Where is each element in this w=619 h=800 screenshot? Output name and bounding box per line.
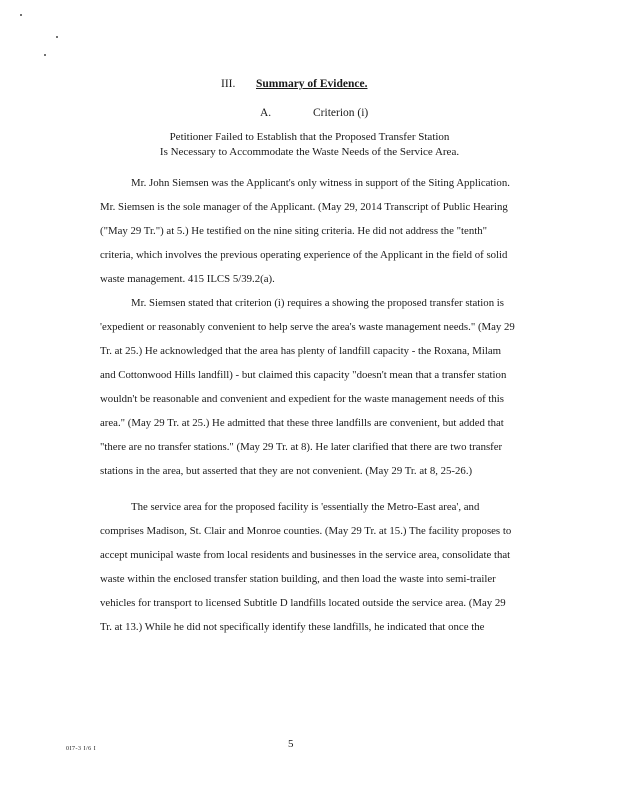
body-line: criteria, which involves the previous operating experience of the Applicant in the field of solid — [100, 249, 508, 261]
body-line: ("May 29 Tr.") at 5.) He testified on the nine siting criteria. He did not address the "tenth" — [100, 225, 488, 237]
scan-speck — [56, 36, 58, 38]
subheading-line-1: Petitioner Failed to Establish that the Proposed Transfer Station — [169, 131, 450, 143]
subsection-letter: A. — [260, 107, 272, 119]
body-line: waste within the enclosed transfer station building, and then load the waste into semi-trailer — [100, 573, 496, 585]
scan-speck — [44, 54, 46, 56]
section-number: III. — [221, 78, 236, 90]
body-line: Tr. at 13.) While he did not specifically identify these landfills, he indicated that once the — [100, 621, 485, 633]
body-line: stations in the area, but asserted that they are not convenient. (May 29 Tr. at 8, 25-26.) — [100, 465, 473, 477]
body-line: comprises Madison, St. Clair and Monroe counties. (May 29 Tr. at 15.) The facility proposes to — [100, 525, 512, 537]
body-line: Mr. Siemsen stated that criterion (i) requires a showing the proposed transfer station is — [131, 297, 505, 309]
subheading-line-2: Is Necessary to Accommodate the Waste Needs of the Service Area. — [159, 146, 460, 158]
body-line: "there are no transfer stations." (May 29 Tr. at 8). He later clarified that there are two transfer — [100, 441, 503, 453]
body-line: accept municipal waste from local residents and businesses in the service area, consolidate that — [100, 549, 511, 561]
scan-speck — [20, 14, 22, 16]
body-line: The service area for the proposed facility is 'essentially the Metro-East area', and — [131, 501, 480, 513]
body-line: Mr. John Siemsen was the Applicant's only witness in support of the Siting Application. — [131, 177, 510, 189]
body-line: Tr. at 25.) He acknowledged that the area has plenty of landfill capacity - the Roxana, Milam — [100, 345, 502, 357]
body-line: Mr. Siemsen is the sole manager of the Applicant. (May 29, 2014 Transcript of Public Hearing — [100, 201, 508, 213]
body-line: and Cottonwood Hills landfill) - but claimed this capacity "doesn't mean that a transfer station — [100, 369, 507, 381]
section-title: Summary of Evidence. — [256, 78, 368, 90]
body-line: waste management. 415 ILCS 5/39.2(a). — [100, 273, 275, 285]
body-line: 'expedient or reasonably convenient to help serve the area's waste management needs." (May 29 — [100, 321, 515, 333]
page-number: 5 — [288, 738, 294, 750]
footer-document-id: 0I7-3 I/6 I — [66, 746, 97, 752]
body-line: vehicles for transport to licensed Subtitle D landfills located outside the service area. (May 29 — [100, 597, 506, 609]
subsection-title: Criterion (i) — [313, 107, 369, 119]
body-line: area." (May 29 Tr. at 25.) He admitted that these three landfills are convenient, but added that — [100, 417, 504, 429]
body-line: wouldn't be reasonable and convenient and expedient for the waste management needs of this — [100, 393, 504, 405]
